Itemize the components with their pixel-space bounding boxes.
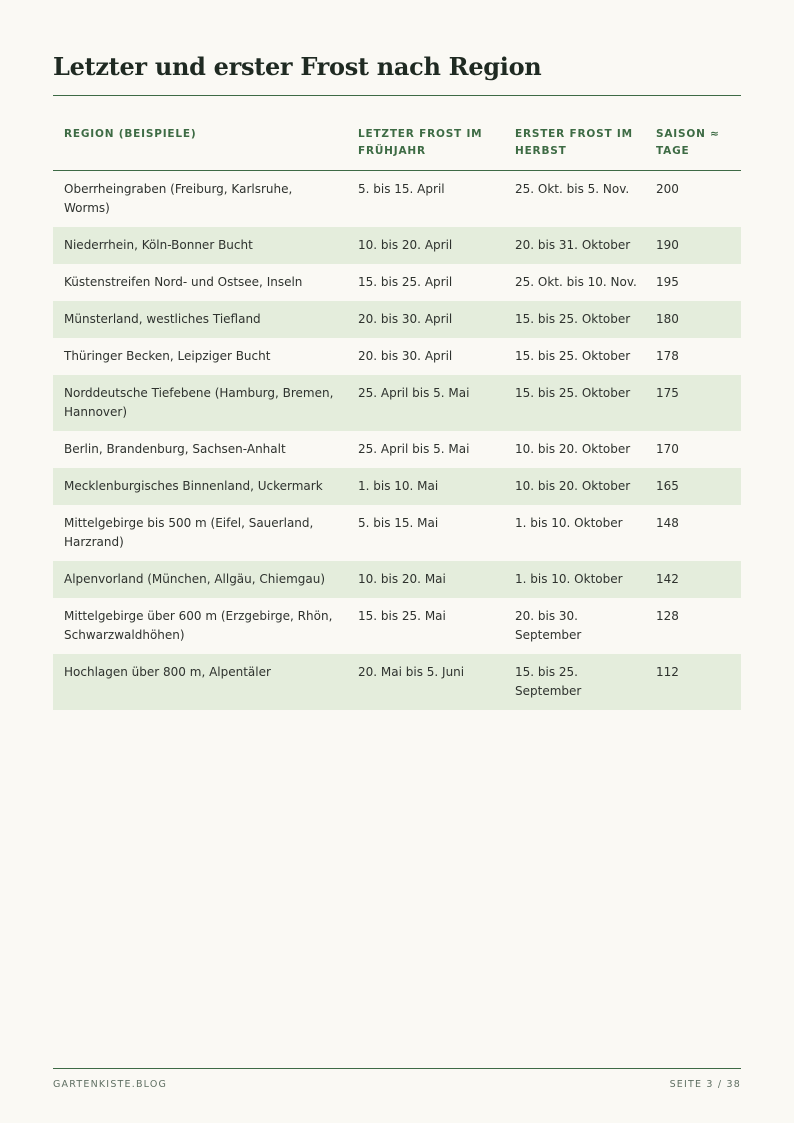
cell-region: Thüringer Becken, Leipziger Bucht <box>64 349 271 363</box>
cell-first-frost: 1. bis 10. Oktober <box>504 561 645 598</box>
cell-last-frost: 20. bis 30. April <box>358 349 453 363</box>
cell-region: Norddeutsche Tiefebene (Hamburg, Bremen, Hannover) <box>53 375 347 431</box>
cell-season-days: 170 <box>656 442 679 456</box>
cell-season-days: 180 <box>645 301 741 338</box>
cell-first-frost: 15. bis 25. Oktober <box>504 375 645 431</box>
table-row <box>53 338 741 375</box>
cell-first-frost: 1. bis 10. Oktober <box>515 516 623 530</box>
cell-season-days: 175 <box>645 375 741 431</box>
footer-page-number: SEITE 3 / 38 <box>669 1079 741 1090</box>
cell-last-frost: 25. April bis 5. Mai <box>347 375 504 431</box>
table-row <box>53 375 741 431</box>
cell-last-frost: 1. bis 10. Mai <box>347 468 504 505</box>
cell-first-frost: 25. Okt. bis 10. Nov. <box>515 275 637 289</box>
table-row <box>53 598 741 654</box>
table-row <box>53 227 741 264</box>
table-row <box>53 505 741 561</box>
cell-region: Mecklenburgisches Binnenland, Uckermark <box>53 468 347 505</box>
cell-region: Alpenvorland (München, Allgäu, Chiemgau) <box>53 561 347 598</box>
frost-table <box>53 116 741 710</box>
table-body <box>53 171 741 711</box>
table-row <box>53 561 741 598</box>
cell-season-days: 165 <box>645 468 741 505</box>
footer-divider <box>53 1068 741 1069</box>
cell-last-frost: 15. bis 25. Mai <box>358 609 446 623</box>
cell-first-frost: 10. bis 20. Oktober <box>504 468 645 505</box>
cell-first-frost: 10. bis 20. Oktober <box>515 442 631 456</box>
cell-last-frost: 10. bis 20. April <box>347 227 504 264</box>
table-row <box>53 264 741 301</box>
page-title: Letzter und erster Frost nach Region <box>53 52 542 81</box>
column-header-season-days: SAISON ≈ TAGE <box>645 116 741 171</box>
cell-last-frost: 15. bis 25. April <box>358 275 453 289</box>
cell-region: Hochlagen über 800 m, Alpentäler <box>53 654 347 710</box>
table-row <box>53 171 741 228</box>
cell-first-frost: 15. bis 25. Oktober <box>504 301 645 338</box>
cell-season-days: 178 <box>656 349 679 363</box>
cell-region: Mittelgebirge über 600 m (Erzgebirge, Rhön, Schwarzwaldhöhen) <box>64 609 333 642</box>
cell-region: Oberrheingraben (Freiburg, Karlsruhe, Worms) <box>64 182 293 215</box>
cell-last-frost: 10. bis 20. Mai <box>347 561 504 598</box>
column-header-first-frost: ERSTER FROST IM HERBST <box>504 116 645 171</box>
cell-region: Mittelgebirge bis 500 m (Eifel, Sauerland, Harzrand) <box>64 516 314 549</box>
cell-region: Küstenstreifen Nord- und Ostsee, Inseln <box>64 275 303 289</box>
cell-region: Berlin, Brandenburg, Sachsen-Anhalt <box>64 442 286 456</box>
column-header-last-frost: LETZTER FROST IM FRÜHJAHR <box>347 116 504 171</box>
table-row <box>53 431 741 468</box>
cell-season-days: 195 <box>656 275 679 289</box>
cell-first-frost: 15. bis 25. September <box>504 654 645 710</box>
cell-first-frost: 25. Okt. bis 5. Nov. <box>515 182 630 196</box>
column-header-region: REGION (BEISPIELE) <box>53 116 347 171</box>
cell-last-frost: 20. bis 30. April <box>347 301 504 338</box>
cell-season-days: 142 <box>645 561 741 598</box>
cell-last-frost: 25. April bis 5. Mai <box>358 442 470 456</box>
table-row <box>53 468 741 505</box>
cell-first-frost: 15. bis 25. Oktober <box>515 349 631 363</box>
cell-season-days: 112 <box>645 654 741 710</box>
cell-last-frost: 20. Mai bis 5. Juni <box>347 654 504 710</box>
table-row <box>53 654 741 710</box>
header-row <box>53 116 741 171</box>
cell-last-frost: 5. bis 15. April <box>358 182 445 196</box>
title-divider <box>53 95 741 96</box>
cell-last-frost: 5. bis 15. Mai <box>358 516 439 530</box>
cell-season-days: 148 <box>656 516 679 530</box>
cell-season-days: 128 <box>656 609 679 623</box>
cell-region: Niederrhein, Köln-Bonner Bucht <box>53 227 347 264</box>
cell-first-frost: 20. bis 31. Oktober <box>504 227 645 264</box>
table-header <box>53 116 741 171</box>
cell-region: Münsterland, westliches Tiefland <box>53 301 347 338</box>
cell-season-days: 200 <box>656 182 679 196</box>
cell-first-frost: 20. bis 30. September <box>515 609 582 642</box>
cell-season-days: 190 <box>645 227 741 264</box>
footer-site-name: GARTENKISTE.BLOG <box>53 1079 168 1090</box>
table-row <box>53 301 741 338</box>
